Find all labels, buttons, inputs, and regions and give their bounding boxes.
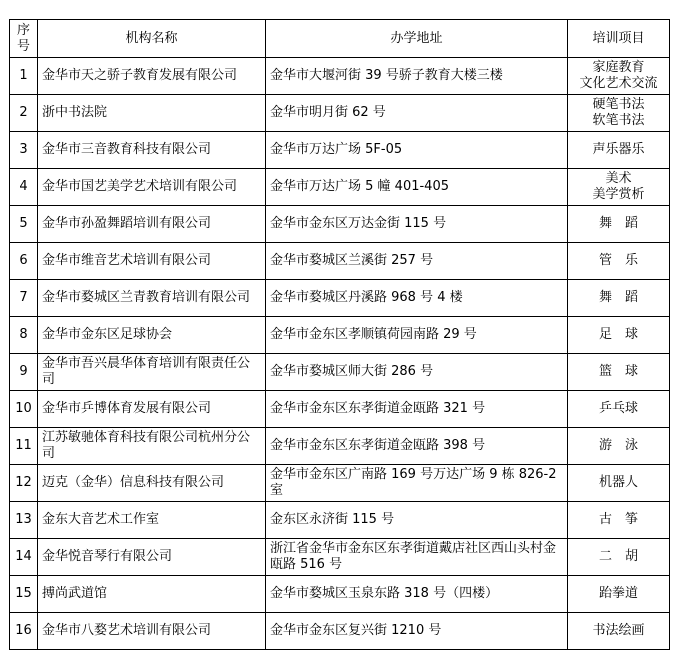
table-row xyxy=(10,428,670,465)
header-training-program: 培训项目 xyxy=(568,20,670,58)
serial-number-cell: 10 xyxy=(10,391,38,428)
training-program-cell: 乒乓球 xyxy=(568,391,670,428)
school-address-cell: 浙江省金华市金东区东孝街道戴店社区西山头村金瓯路 516 号 xyxy=(266,539,568,576)
training-program-cell: 舞 蹈 xyxy=(568,206,670,243)
table-row xyxy=(10,243,670,280)
header-institution-name: 机构名称 xyxy=(38,20,266,58)
training-program-cell: 声乐器乐 xyxy=(568,132,670,169)
school-address-cell: 金华市金东区复兴街 1210 号 xyxy=(266,613,568,650)
institution-name-cell: 金华市乒博体育发展有限公司 xyxy=(38,391,266,428)
institution-name-cell: 金华市金东区足球协会 xyxy=(38,317,266,354)
serial-number-cell: 15 xyxy=(10,576,38,613)
institution-name-cell: 浙中书法院 xyxy=(38,95,266,132)
table-row xyxy=(10,613,670,650)
serial-number-cell: 8 xyxy=(10,317,38,354)
training-program-cell: 游 泳 xyxy=(568,428,670,465)
table-row xyxy=(10,576,670,613)
header-school-address: 办学地址 xyxy=(266,20,568,58)
serial-number-cell: 6 xyxy=(10,243,38,280)
serial-number-cell: 3 xyxy=(10,132,38,169)
header-serial-line1: 序 xyxy=(16,22,30,38)
school-address-cell: 金东区永济街 115 号 xyxy=(266,502,568,539)
institution-table-container xyxy=(9,19,670,650)
school-address-cell: 金华市婺城区丹溪路 968 号 4 楼 xyxy=(266,280,568,317)
training-program-cell: 美术 美学赏析 xyxy=(568,169,670,206)
training-program-cell: 古 筝 xyxy=(568,502,670,539)
table-body xyxy=(10,58,670,650)
institution-name-cell: 金华市维音艺术培训有限公司 xyxy=(38,243,266,280)
serial-number-cell: 13 xyxy=(10,502,38,539)
training-program-cell: 二 胡 xyxy=(568,539,670,576)
table-row xyxy=(10,317,670,354)
serial-number-cell: 11 xyxy=(10,428,38,465)
training-program-cell: 书法绘画 xyxy=(568,613,670,650)
school-address-cell: 金华市金东区孝顺镇荷园南路 29 号 xyxy=(266,317,568,354)
serial-number-cell: 1 xyxy=(10,58,38,95)
table-row xyxy=(10,95,670,132)
school-address-cell: 金华市金东区东孝街道金瓯路 398 号 xyxy=(266,428,568,465)
serial-number-cell: 9 xyxy=(10,354,38,391)
table-row xyxy=(10,391,670,428)
institution-name-cell: 金华市吾兴晨华体育培训有限责任公司 xyxy=(38,354,266,391)
institution-name-cell: 江苏敏驰体育科技有限公司杭州分公司 xyxy=(38,428,266,465)
training-program-cell: 机器人 xyxy=(568,465,670,502)
table-row xyxy=(10,280,670,317)
serial-number-cell: 4 xyxy=(10,169,38,206)
institution-name-cell: 金东大音艺术工作室 xyxy=(38,502,266,539)
table-row xyxy=(10,354,670,391)
institution-name-cell: 金华市孙盈舞蹈培训有限公司 xyxy=(38,206,266,243)
training-program-cell: 舞 蹈 xyxy=(568,280,670,317)
school-address-cell: 金华市金东区东孝街道金瓯路 321 号 xyxy=(266,391,568,428)
training-program-cell: 管 乐 xyxy=(568,243,670,280)
institution-name-cell: 金华市国艺美学艺术培训有限公司 xyxy=(38,169,266,206)
training-institution-table xyxy=(9,19,670,650)
table-row xyxy=(10,502,670,539)
table-row xyxy=(10,465,670,502)
institution-name-cell: 金华悦音琴行有限公司 xyxy=(38,539,266,576)
school-address-cell: 金华市金东区万达金街 115 号 xyxy=(266,206,568,243)
header-serial-line2: 号 xyxy=(16,38,30,54)
school-address-cell: 金华市明月街 62 号 xyxy=(266,95,568,132)
school-address-cell: 金华市婺城区师大街 286 号 xyxy=(266,354,568,391)
training-program-cell: 篮 球 xyxy=(568,354,670,391)
school-address-cell: 金华市万达广场 5 幢 401-405 xyxy=(266,169,568,206)
institution-name-cell: 金华市三音教育科技有限公司 xyxy=(38,132,266,169)
table-row xyxy=(10,169,670,206)
training-program-cell: 硬笔书法 软笔书法 xyxy=(568,95,670,132)
table-row xyxy=(10,539,670,576)
training-program-cell: 足 球 xyxy=(568,317,670,354)
table-row xyxy=(10,58,670,95)
school-address-cell: 金华市婺城区玉泉东路 318 号（四楼） xyxy=(266,576,568,613)
institution-name-cell: 金华市婺城区兰青教育培训有限公司 xyxy=(38,280,266,317)
table-header-row xyxy=(10,20,670,58)
serial-number-cell: 14 xyxy=(10,539,38,576)
serial-number-cell: 7 xyxy=(10,280,38,317)
serial-number-cell: 12 xyxy=(10,465,38,502)
table-row xyxy=(10,206,670,243)
serial-number-cell: 2 xyxy=(10,95,38,132)
institution-name-cell: 搏尚武道馆 xyxy=(38,576,266,613)
training-program-cell: 跆拳道 xyxy=(568,576,670,613)
serial-number-cell: 5 xyxy=(10,206,38,243)
training-program-cell: 家庭教育 文化艺术交流 xyxy=(568,58,670,95)
institution-name-cell: 金华市八婺艺术培训有限公司 xyxy=(38,613,266,650)
school-address-cell: 金华市万达广场 5F-05 xyxy=(266,132,568,169)
institution-name-cell: 迈克（金华）信息科技有限公司 xyxy=(38,465,266,502)
serial-number-cell: 16 xyxy=(10,613,38,650)
school-address-cell: 金华市婺城区兰溪街 257 号 xyxy=(266,243,568,280)
school-address-cell: 金华市大堰河街 39 号骄子教育大楼三楼 xyxy=(266,58,568,95)
institution-name-cell: 金华市天之骄子教育发展有限公司 xyxy=(38,58,266,95)
header-serial-number xyxy=(10,20,38,58)
school-address-cell: 金华市金东区广南路 169 号万达广场 9 栋 826-2 室 xyxy=(266,465,568,502)
table-row xyxy=(10,132,670,169)
